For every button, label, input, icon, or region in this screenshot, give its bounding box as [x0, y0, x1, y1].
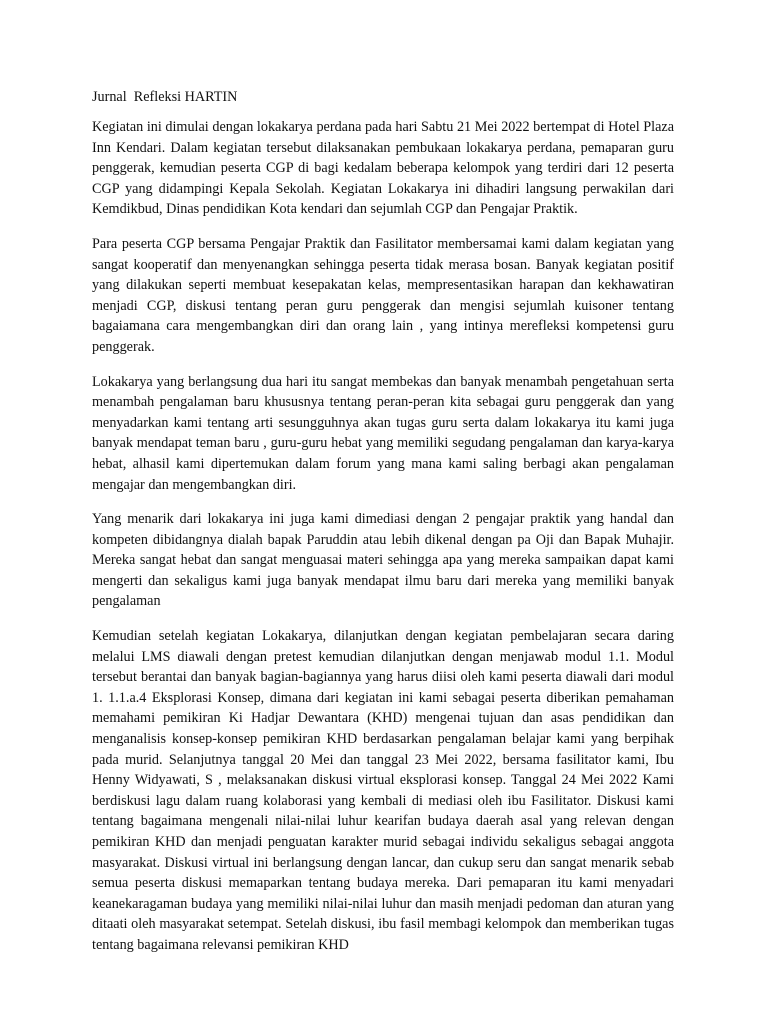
paragraph-pengajar-praktik: Yang menarik dari lokakarya ini juga kami dimediasi dengan 2 pengajar praktik yang handal dan kompeten dibidangnya dialah bapak Paruddin atau lebih dikenal dengan pa Oji dan Bapak Muhajir. Mereka sangat hebat dan sangat menguasai materi sehingga apa yang mereka sampaikan dapat kami mengerti dan sekaligus kami juga banyak mendapat ilmu baru dari mereka yang memiliki banyak pengalaman: [92, 511, 674, 610]
paragraph-lokakarya-perdana: Kegiatan ini dimulai dengan lokakarya perdana pada hari Sabtu 21 Mei 2022 bertempat di Hotel Plaza Inn Kendari. Dalam kegiatan tersebut dilaksanakan pembukaan lokakarya perdana, pemaparan guru penggerak, kemudian peserta CGP di bagi kedalam beberapa kelompok yang terdiri dari 12 peserta CGP yang didampingi Kepala Sekolah. Kegiatan Lokakarya ini dihadiri langsung perwakilan dari Kemdikbud, Dinas pendidikan Kota kendari dan sejumlah CGP dan Pengajar Praktik.: [92, 119, 674, 218]
document-title: Jurnal Refleksi HARTIN: [92, 89, 238, 105]
paragraph-pembelajaran-daring: Kemudian setelah kegiatan Lokakarya, dilanjutkan dengan kegiatan pembelajaran secara daring melalui LMS diawali dengan pretest kemudian dilanjutkan dengan menjawab modul 1.1. Modul tersebut berantai dan banyak bagian-bagiannya yang harus diisi oleh kami peserta diawali dari modul 1. 1.1.a.4 Eksplorasi Konsep, dimana dari kegiatan ini kami sebagai peserta diberikan pemahaman memahami pemikiran Ki Hadjar Dewantara (KHD) mengenai tujuan dan asas pendidikan dan menganalisis konsep-konsep pemikiran KHD berdasarkan pengalaman belajar kami yang berpihak pada murid. Selanjutnya tanggal 20 Mei dan tanggal 23 Mei 2022, bersama fasilitator kami, Ibu Henny Widyawati, S , melaksanakan diskusi virtual eksplorasi konsep. Tanggal 24 Mei 2022 Kami berdiskusi lagu dalam ruang kolaborasi yang kembali di mediasi oleh ibu Fasilitator. Diskusi kami tentang bagaimana mengenali nilai-nilai luhur kearifan budaya daerah asal yang relevan dengan pemikiran KHD dan menjadi penguatan karakter murid sebagai individu sekaligus sebagai anggota masyarakat. Diskusi virtual ini berlangsung dengan lancar, dan cukup seru dan sangat menarik sebab semua peserta diskusi memaparkan tentang budaya mereka. Dari pemaparan itu kami menyadari keanekaragaman budaya yang memiliki nilai-nilai luhur dan masih menjadi pedoman dan aturan yang ditaati oleh masyarakat setempat. Setelah diskusi, ibu fasil membagi kelompok dan memberikan tugas tentang bagaimana relevansi pemikiran KHD: [92, 628, 674, 953]
paragraph-pengalaman-lokakarya: Lokakarya yang berlangsung dua hari itu sangat membekas dan banyak menambah pengetahuan serta menambah pengalaman baru khususnya tentang peran-peran kita sebagai guru penggerak dan yang menyadarkan kami tentang arti sesungguhnya akan tugas guru serta dalam lokakarya itu kami juga banyak mendapat teman baru , guru-guru hebat yang memiliki segudang pengalaman dan karya-karya hebat, alhasil kami dipertemukan dalam forum yang mana kami saling berbagi akan pengalaman mengajar dan mengembangkan diri.: [92, 373, 674, 493]
document-page: [92, 87, 674, 970]
paragraph-kegiatan-kooperatif: Para peserta CGP bersama Pengajar Praktik dan Fasilitator membersamai kami dalam kegiatan yang sangat kooperatif dan menyenangkan sehingga peserta tidak merasa bosan. Banyak kegiatan positif yang dilakukan seperti membuat kesepakatan kelas, mempresentasikan harapan dan kekhawatiran menjadi CGP, diskusi tentang peran guru penggerak dan mengisi sejumlah kuisoner tentang bagaiamana cara mengembangkan diri dan orang lain , yang intinya merefleksi kompetensi guru penggerak.: [92, 235, 674, 355]
